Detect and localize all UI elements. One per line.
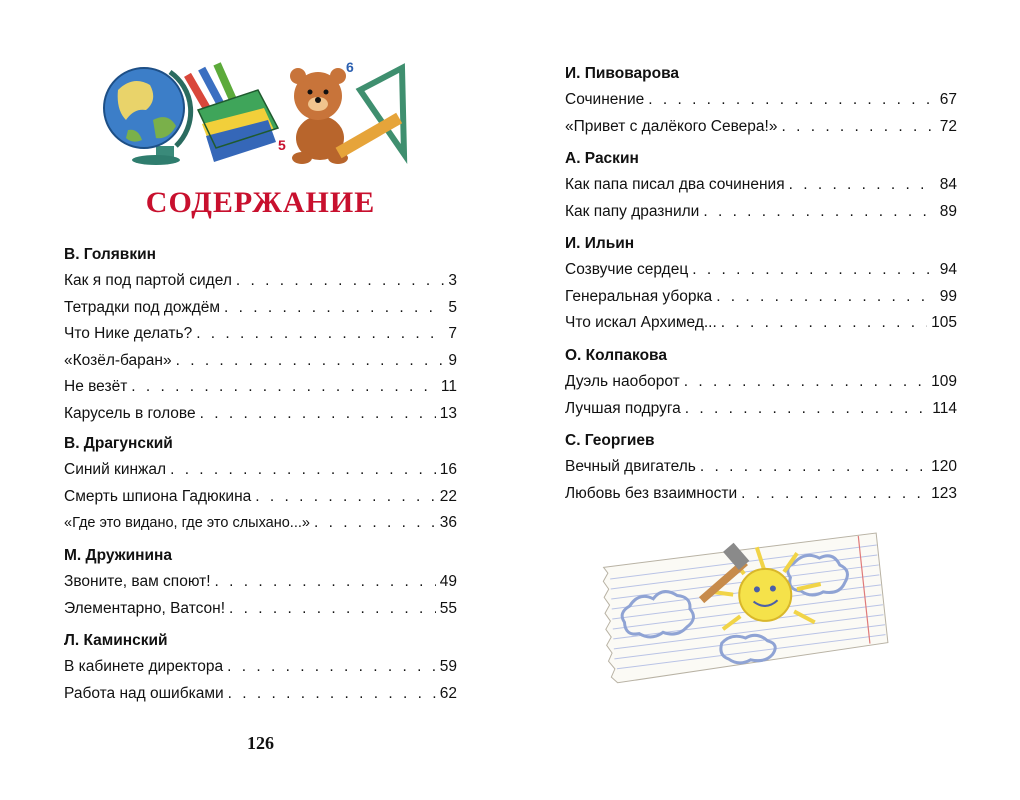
toc-entry[interactable] [565,310,957,337]
leader-dots [224,295,444,322]
leader-dots [721,310,927,337]
entry-title: «Где это видано, где это слыхано...» [64,515,310,532]
entry-page: 36 [439,514,457,532]
toc-section [64,242,457,428]
leader-dots [781,114,935,141]
toc-entry[interactable] [565,284,957,311]
entry-title: Тетрадки под дождём [64,298,221,316]
leader-dots [789,172,936,199]
entry-page: 72 [939,117,957,135]
globe-icon [104,68,191,165]
toc-entry[interactable] [64,268,457,295]
toc-entry[interactable] [565,199,957,226]
school-supplies-illustration [98,50,410,168]
entry-page: 9 [448,351,457,369]
leader-dots [176,348,445,375]
entry-title: Элементарно, Ватсон! [64,599,226,617]
author-name: И. Пивоварова [565,65,680,82]
leader-dots [716,284,936,311]
toc-section [565,146,957,225]
leader-dots [692,257,936,284]
leader-dots [648,87,936,114]
toc-section [565,428,957,507]
number-six-glyph: 6 [346,59,354,75]
entry-page: 84 [939,176,957,193]
entry-title: «Привет с далёкого Севера!» [565,117,778,135]
entry-title: Как папа писал два сочинения [565,176,785,193]
leader-dots [685,396,929,423]
entry-page: 114 [932,399,957,417]
notebook-drawing [600,530,890,690]
toc-entry[interactable] [565,172,957,199]
toc-entry[interactable] [565,481,957,508]
leader-dots [228,681,436,708]
toc-section [565,343,957,422]
ruler-icon [336,68,404,158]
entry-page: 13 [439,404,457,422]
entry-title: Карусель в голове [64,404,196,422]
entry-title: Сочинение [565,91,645,108]
entry-title: Что Нике делать? [64,325,193,343]
entry-page: 120 [931,458,957,475]
leader-dots [229,596,436,623]
toc-entry[interactable] [565,454,957,481]
toc-entry[interactable] [64,321,457,348]
author-name: Л. Каминский [64,632,168,649]
entry-page: 55 [439,599,457,617]
entry-page: 5 [448,298,457,316]
leader-dots [684,369,927,396]
entry-title: Дуэль наоборот [565,373,680,390]
toc-entry[interactable] [64,681,457,708]
entry-title: «Козёл-баран» [64,351,172,369]
entry-title: Смерть шпиона Гадюкина [64,487,252,505]
leader-dots [700,454,927,481]
entry-title: Созвучие сердец [565,261,689,278]
page-title: СОДЕРЖАНИЕ [145,186,376,219]
toc-entry[interactable] [565,257,957,284]
toc-section [64,628,457,707]
leader-dots [131,374,437,401]
leader-dots [170,457,436,484]
entry-title: Как папу дразнили [565,202,700,220]
entry-title: Как я под партой сидел [64,272,232,289]
toc-entry[interactable] [565,87,957,114]
toc-entry[interactable] [64,484,457,511]
entry-page: 3 [448,272,457,289]
entry-title: В кабинете директора [64,658,224,675]
toc-entry[interactable] [64,569,457,596]
entry-page: 49 [439,573,457,590]
entry-page: 89 [939,202,957,220]
number-five-glyph: 5 [278,137,286,153]
author-name: И. Ильин [565,235,635,252]
leader-dots [314,510,436,537]
author-name: В. Драгунский [64,435,173,452]
leader-dots [196,321,444,348]
leader-dots [741,481,927,508]
toc-entry[interactable] [64,401,457,428]
entry-title: Любовь без взаимности [565,484,738,502]
author-name: О. Колпакова [565,347,668,364]
entry-title: Не везёт [64,378,128,396]
toc-entry[interactable] [64,457,457,484]
entry-page: 94 [939,261,957,278]
author-name: А. Раскин [565,150,639,167]
leader-dots [200,401,436,428]
book-icon [198,90,278,162]
toc-section [64,543,457,622]
entry-title: Работа над ошибками [64,684,224,702]
entry-page: 67 [939,91,957,108]
toc-entry[interactable] [64,295,457,322]
entry-page: 11 [440,378,457,396]
toc-entry[interactable] [565,396,957,423]
entry-page: 109 [931,373,957,390]
author-name: С. Георгиев [565,432,655,449]
entry-page: 99 [939,287,957,305]
toc-entry[interactable] [64,348,457,375]
entry-title: Вечный двигатель [565,458,696,475]
leader-dots [227,654,436,681]
entry-page: 123 [931,484,957,502]
toc-entry[interactable] [64,654,457,681]
leader-dots [255,484,435,511]
entry-title: Синий кинжал [64,461,167,478]
toc-section [64,431,457,537]
toc-entry[interactable] [565,369,957,396]
toc-section [565,61,957,140]
author-name: М. Дружинина [64,547,173,564]
entry-title: Лучшая подруга [565,399,681,417]
entry-title: Звоните, вам споют! [64,573,211,590]
author-name: В. Голявкин [64,246,156,263]
toc-entry[interactable] [565,114,957,141]
entry-page: 22 [439,487,457,505]
toc-entry[interactable] [64,510,457,537]
leader-dots [215,569,436,596]
toc-section [565,231,957,337]
entry-page: 105 [931,314,957,332]
toc-entry[interactable] [64,596,457,623]
toc-entry[interactable] [64,374,457,401]
school-supplies-drawing [98,50,410,168]
page-number: 126 [247,733,274,753]
entry-page: 59 [439,658,457,675]
entry-title: Генеральная уборка [565,287,713,305]
leader-dots [236,268,445,295]
entry-title: Что искал Архимед... [565,314,717,332]
entry-page: 7 [448,325,457,343]
notebook-sun-illustration [600,530,890,690]
entry-page: 16 [439,461,457,478]
leader-dots [703,199,935,226]
entry-page: 62 [439,684,457,702]
